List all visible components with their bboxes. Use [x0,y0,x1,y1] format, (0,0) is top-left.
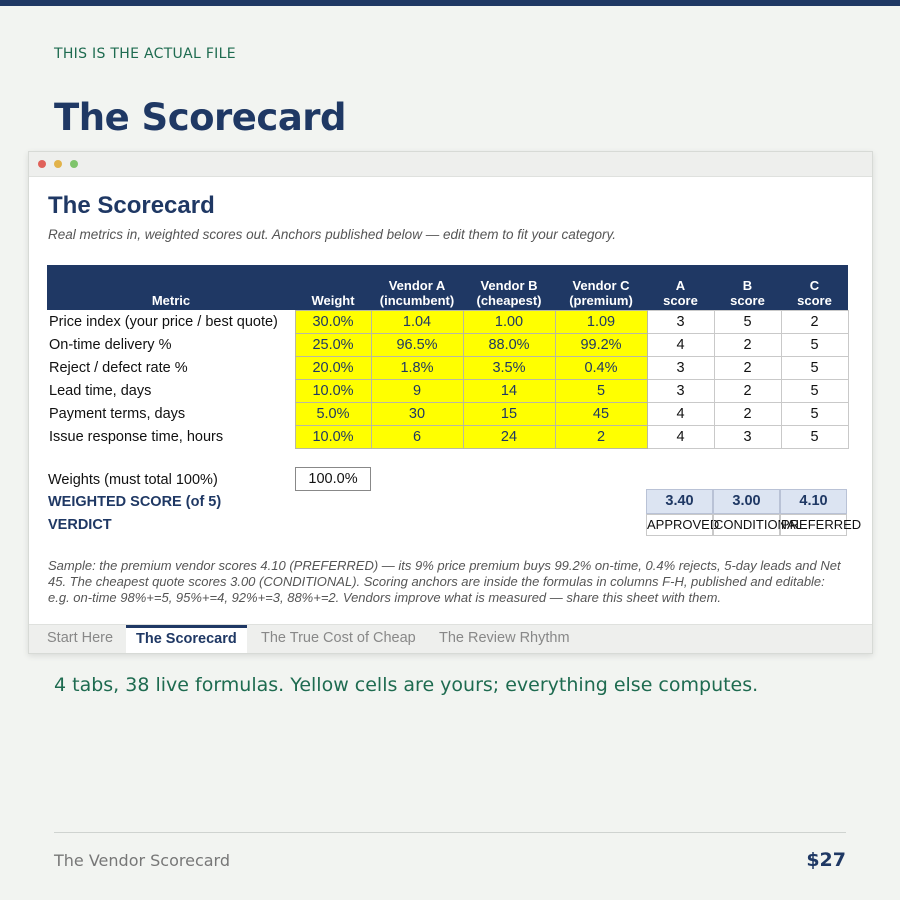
table-row [47,425,848,448]
header-text: B [742,277,753,293]
vendor-b-input-cell[interactable]: 15 [463,402,555,425]
vendor-b-input-cell[interactable]: 1.00 [463,310,555,333]
weight-input-cell[interactable]: 5.0% [295,402,371,425]
weight-input-cell[interactable]: 10.0% [295,379,371,402]
metric-cell: Payment terms, days [49,405,186,422]
table-body [47,310,848,448]
header-b-score [714,265,781,310]
weight-input-cell[interactable]: 10.0% [295,425,371,448]
score-c-cell[interactable]: 5 [781,333,848,356]
vendor-a-input-cell[interactable]: 6 [371,425,463,448]
score-a-cell[interactable]: 3 [647,356,714,379]
weight-input-cell[interactable]: 20.0% [295,356,371,379]
score-b-cell[interactable]: 2 [714,379,781,402]
header-a-score [647,265,714,310]
vendor-c-input-cell[interactable]: 99.2% [555,333,647,356]
tab-start-here[interactable]: Start Here [47,630,114,646]
sample-note: Sample: the premium vendor scores 4.10 (PREFERRED) — its 9% price premium buys 99.2% on-time, 0.4% rejects, 5-day leads and Net 45. The cheapest quote scores 3.00 (CONDITIONAL). Scoring anchors are inside the formulas in columns F-H, published and editable: e.g. on-time 98%+=5, 95%+=4, 92%+=3, 88%+=2. Vendors improve what is measured — share this sheet with them. [48,558,841,605]
header-c-score [781,265,848,310]
weighted-score-label: WEIGHTED SCORE (of 5) [48,494,222,510]
eyebrow-label: THIS IS THE ACTUAL FILE [54,46,236,62]
sheet-subtitle: Real metrics in, weighted scores out. Anchors published below — edit them to fit your category. [48,227,617,242]
tab-the-scorecard[interactable]: The Scorecard [126,625,247,653]
score-c-cell[interactable]: 2 [781,310,848,333]
metric-cell: On-time delivery % [49,336,172,353]
verdict-b-cell[interactable]: CONDITIONAL [713,514,780,536]
weights-total-cell[interactable]: 100.0% [295,467,371,491]
vendor-b-input-cell[interactable]: 24 [463,425,555,448]
score-a-cell[interactable]: 4 [647,402,714,425]
product-name: The Vendor Scorecard [54,851,231,870]
header-text: Vendor B [480,277,538,293]
score-b-cell[interactable]: 3 [714,425,781,448]
header-text: score [797,292,832,308]
table-header-row [47,265,848,310]
score-b-cell[interactable]: 2 [714,333,781,356]
scorecard-table [47,265,849,449]
table-row [47,402,848,425]
vendor-b-input-cell[interactable]: 14 [463,379,555,402]
vendor-a-input-cell[interactable]: 1.8% [371,356,463,379]
vendor-a-input-cell[interactable]: 9 [371,379,463,402]
score-b-cell[interactable]: 2 [714,402,781,425]
weighted-score-a-cell[interactable]: 3.40 [646,489,713,514]
metric-cell: Reject / defect rate % [49,359,188,376]
vendor-c-input-cell[interactable]: 5 [555,379,647,402]
top-accent-bar [0,0,900,6]
header-weight [295,265,371,310]
vendor-a-input-cell[interactable]: 30 [371,402,463,425]
tab-review-rhythm[interactable]: The Review Rhythm [439,630,570,646]
header-text: A [675,277,686,293]
header-text: Weight [311,292,355,308]
vendor-c-input-cell[interactable]: 0.4% [555,356,647,379]
footer-divider [54,832,846,833]
vendor-c-input-cell[interactable]: 1.09 [555,310,647,333]
score-a-cell[interactable]: 4 [647,333,714,356]
sheet-title: The Scorecard [48,192,215,219]
vendor-a-input-cell[interactable]: 96.5% [371,333,463,356]
weights-total-label: Weights (must total 100%) [48,472,218,488]
weighted-score-b-cell[interactable]: 3.00 [713,489,780,514]
minimize-dot-icon[interactable] [54,160,62,168]
table-row [47,356,848,379]
metric-cell: Price index (your price / best quote) [49,313,278,330]
header-text: score [730,292,765,308]
header-text: score [663,292,698,308]
tab-true-cost-of-cheap[interactable]: The True Cost of Cheap [261,630,416,646]
vendor-b-input-cell[interactable]: 88.0% [463,333,555,356]
header-vendor-b [463,265,555,310]
sheet-tab-bar [29,624,872,653]
score-c-cell[interactable]: 5 [781,402,848,425]
verdict-a-cell[interactable]: APPROVED [646,514,713,536]
metric-cell: Lead time, days [49,382,152,399]
score-c-cell[interactable]: 5 [781,379,848,402]
feature-caption: 4 tabs, 38 live formulas. Yellow cells are yours; everything else computes. [54,674,759,696]
score-a-cell[interactable]: 3 [647,310,714,333]
maximize-dot-icon[interactable] [70,160,78,168]
score-a-cell[interactable]: 4 [647,425,714,448]
weighted-score-c-cell[interactable]: 4.10 [780,489,847,514]
metric-cell: Issue response time, hours [49,428,224,445]
vendor-c-input-cell[interactable]: 2 [555,425,647,448]
score-b-cell[interactable]: 5 [714,310,781,333]
verdict-label: VERDICT [48,517,112,533]
header-text: Vendor A [388,277,446,293]
header-text: (incumbent) [379,292,455,308]
header-text: (cheapest) [476,292,542,308]
weight-input-cell[interactable]: 25.0% [295,333,371,356]
header-text: C [809,277,820,293]
score-b-cell[interactable]: 2 [714,356,781,379]
close-dot-icon[interactable] [38,160,46,168]
score-a-cell[interactable]: 3 [647,379,714,402]
window-chrome [29,152,872,177]
header-vendor-a [371,265,463,310]
sheet-area [29,177,872,625]
table-row [47,333,848,356]
header-text: (premium) [569,292,633,308]
vendor-b-input-cell[interactable]: 3.5% [463,356,555,379]
header-metric [47,265,295,310]
spreadsheet-window [28,151,873,654]
weight-input-cell[interactable]: 30.0% [295,310,371,333]
header-text: Metric [151,293,191,308]
score-c-cell[interactable]: 5 [781,356,848,379]
vendor-c-input-cell[interactable]: 45 [555,402,647,425]
verdict-c-cell[interactable]: PREFERRED [780,514,847,536]
header-vendor-c [555,265,647,310]
product-price: $27 [806,849,846,871]
page-title: The Scorecard [54,96,347,139]
table-row [47,310,848,333]
vendor-a-input-cell[interactable]: 1.04 [371,310,463,333]
header-text: Vendor C [572,277,630,293]
table-row [47,379,848,402]
score-c-cell[interactable]: 5 [781,425,848,448]
